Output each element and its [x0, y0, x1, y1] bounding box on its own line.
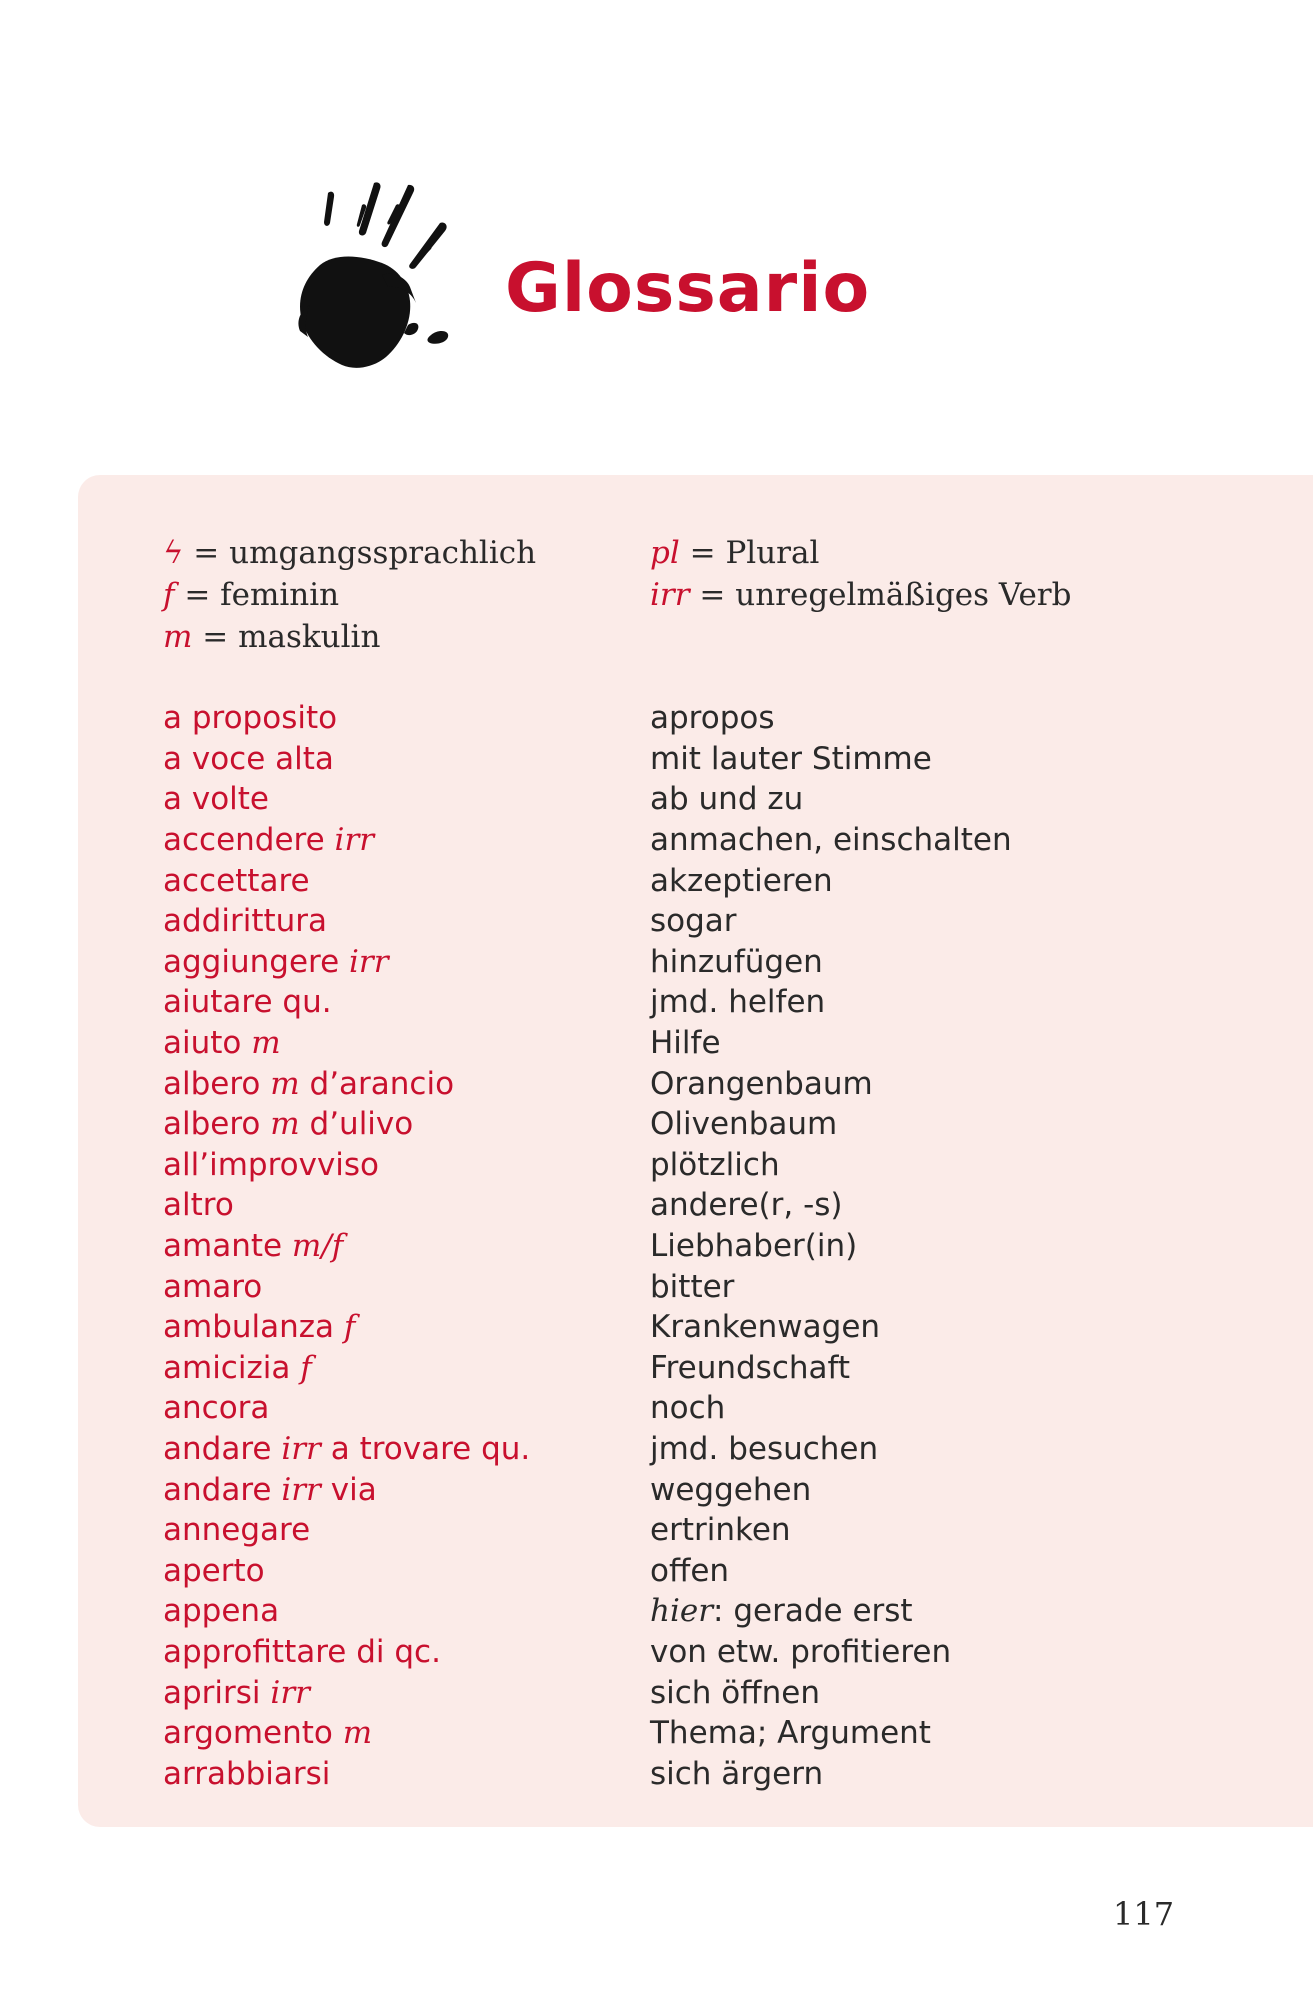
german-translation — [650, 1066, 873, 1102]
grammar-marker: irr — [334, 822, 375, 859]
grammar-marker: m — [251, 1025, 281, 1062]
translation-text: plötzlich — [650, 1146, 780, 1183]
translation-text: bitter — [650, 1268, 735, 1305]
term-text: annegare — [163, 1512, 311, 1549]
grammar-marker: m — [270, 1065, 300, 1102]
italian-term — [163, 1756, 650, 1792]
legend-left — [163, 532, 536, 658]
legend-row — [650, 532, 1071, 574]
italian-term — [163, 1309, 650, 1345]
german-translation — [650, 1106, 837, 1142]
legend-abbreviation: ϟ — [163, 535, 184, 571]
glossary-entry — [163, 1672, 1263, 1713]
grammar-marker: m/f — [291, 1228, 344, 1265]
page-number: 117 — [1113, 1895, 1175, 1933]
italian-term — [163, 1675, 650, 1711]
translation-text: jmd. helfen — [650, 984, 826, 1021]
translation-text: : gerade erst — [713, 1593, 913, 1630]
term-continuation: a trovare qu. — [320, 1430, 531, 1467]
german-translation — [650, 1431, 878, 1467]
grammar-marker: irr — [281, 1430, 321, 1467]
glossary-entry — [163, 1753, 1263, 1794]
translation-text: ertrinken — [650, 1512, 791, 1549]
translation-text: noch — [650, 1390, 726, 1427]
term-text: andare — [163, 1430, 282, 1467]
legend-row — [163, 532, 536, 574]
german-translation — [650, 781, 803, 817]
translation-text: Krankenwagen — [650, 1309, 881, 1346]
german-translation — [650, 944, 823, 980]
german-translation — [650, 1025, 721, 1061]
italian-term — [163, 1593, 650, 1629]
usage-note: hier — [650, 1593, 714, 1630]
german-translation — [650, 1715, 931, 1751]
grammar-marker: irr — [349, 943, 389, 980]
glossary-entry — [163, 1591, 1263, 1632]
italian-term — [163, 1472, 650, 1508]
term-text: albero — [163, 1106, 271, 1143]
legend-abbreviation: pl — [650, 535, 680, 571]
glossary-entry — [163, 860, 1263, 901]
legend-description: = unregelmäßiges Verb — [689, 577, 1072, 613]
term-continuation: d’ulivo — [299, 1106, 414, 1143]
term-text: accettare — [163, 862, 310, 899]
glossary-entry — [163, 1104, 1263, 1145]
term-text: andare — [163, 1471, 282, 1508]
term-text: aiutare qu. — [163, 984, 332, 1021]
german-translation — [650, 984, 825, 1020]
german-translation — [650, 1309, 880, 1345]
term-text: ancora — [163, 1390, 270, 1427]
term-text: accendere — [163, 822, 335, 859]
translation-text: sich ärgern — [650, 1755, 824, 1792]
glossary-entry — [163, 1632, 1263, 1673]
translation-text: von etw. profitieren — [650, 1633, 952, 1670]
translation-text: Hilfe — [650, 1025, 721, 1062]
term-text: a voce alta — [163, 740, 334, 777]
italian-term — [163, 741, 650, 777]
german-translation — [650, 863, 833, 899]
legend-row — [163, 574, 536, 616]
italian-term — [163, 984, 650, 1020]
legend-description: = feminin — [174, 577, 340, 613]
italian-term — [163, 1147, 650, 1183]
term-text: all’improvviso — [163, 1146, 380, 1183]
glossary-list — [163, 698, 1263, 1794]
term-text: amicizia — [163, 1349, 301, 1386]
legend-abbreviation: f — [163, 577, 175, 613]
german-translation — [650, 1512, 791, 1548]
italian-term — [163, 1269, 650, 1305]
term-text: aprirsi — [163, 1674, 271, 1711]
german-translation — [650, 1269, 734, 1305]
german-translation — [650, 1187, 843, 1223]
glossary-entry — [163, 1429, 1263, 1470]
glossary-entry — [163, 942, 1263, 983]
glossary-entry — [163, 1348, 1263, 1389]
term-continuation: via — [320, 1471, 377, 1508]
grammar-marker: f — [343, 1309, 356, 1346]
term-text: aggiungere — [163, 943, 349, 980]
glossary-entry — [163, 1023, 1263, 1064]
term-text: a volte — [163, 781, 270, 818]
german-translation — [650, 903, 737, 939]
page-title: Glossario — [505, 249, 871, 328]
term-text: arrabbiarsi — [163, 1755, 331, 1792]
glossary-entry — [163, 982, 1263, 1023]
glossary-entry — [163, 1307, 1263, 1348]
italian-term — [163, 1187, 650, 1223]
italian-term — [163, 1350, 650, 1386]
legend-description: = umgangssprachlich — [183, 535, 537, 571]
german-translation — [650, 1593, 913, 1629]
german-translation — [650, 700, 775, 736]
italian-term — [163, 1025, 650, 1061]
term-text: altro — [163, 1187, 234, 1224]
german-translation — [650, 741, 932, 777]
glossary-entry — [163, 1145, 1263, 1186]
glossary-entry — [163, 1266, 1263, 1307]
glossary-entry — [163, 901, 1263, 942]
italian-term — [163, 1431, 650, 1467]
translation-text: sich öffnen — [650, 1674, 821, 1711]
glossary-entry — [163, 820, 1263, 861]
german-translation — [650, 1350, 850, 1386]
german-translation — [650, 1553, 729, 1589]
glossary-entry — [163, 1185, 1263, 1226]
german-translation — [650, 822, 1012, 858]
translation-text: ab und zu — [650, 781, 804, 818]
term-text: a proposito — [163, 700, 338, 737]
glossary-entry — [163, 1713, 1263, 1754]
glossary-entry — [163, 698, 1263, 739]
legend-abbreviation: m — [163, 619, 193, 655]
translation-text: weggehen — [650, 1471, 812, 1508]
term-text: amante — [163, 1228, 292, 1265]
german-translation — [650, 1147, 780, 1183]
term-continuation: d’arancio — [299, 1065, 455, 1102]
term-text: albero — [163, 1065, 271, 1102]
glossary-entry — [163, 1469, 1263, 1510]
grammar-marker: m — [270, 1106, 300, 1143]
translation-text: Orangenbaum — [650, 1065, 873, 1102]
translation-text: apropos — [650, 700, 775, 737]
translation-text: anmachen, einschalten — [650, 822, 1012, 859]
translation-text: andere(r, -s) — [650, 1187, 843, 1224]
legend-row — [163, 616, 536, 658]
italian-term — [163, 781, 650, 817]
italian-term — [163, 1512, 650, 1548]
grammar-marker: f — [300, 1349, 312, 1386]
glossary-entry — [163, 1550, 1263, 1591]
term-text: amaro — [163, 1268, 263, 1305]
italian-term — [163, 1066, 650, 1102]
legend-abbreviation: irr — [650, 577, 690, 613]
glossary-entry — [163, 1510, 1263, 1551]
term-text: aperto — [163, 1552, 265, 1589]
glossary-entry — [163, 1063, 1263, 1104]
translation-text: sogar — [650, 903, 737, 940]
term-text: approfittare di qc. — [163, 1633, 441, 1670]
translation-text: Olivenbaum — [650, 1106, 838, 1143]
glossary-entry — [163, 1388, 1263, 1429]
italian-term — [163, 1106, 650, 1142]
translation-text: offen — [650, 1552, 730, 1589]
legend-description: = Plural — [679, 535, 820, 571]
translation-text: Thema; Argument — [650, 1715, 931, 1752]
handprint-icon — [290, 175, 490, 385]
term-text: ambulanza — [163, 1309, 344, 1346]
translation-text: mit lauter Stimme — [650, 740, 932, 777]
translation-text: akzeptieren — [650, 862, 833, 899]
german-translation — [650, 1675, 820, 1711]
grammar-marker: m — [342, 1715, 373, 1752]
italian-term — [163, 822, 650, 858]
italian-term — [163, 944, 650, 980]
legend-row — [650, 574, 1071, 616]
italian-term — [163, 863, 650, 899]
german-translation — [650, 1472, 811, 1508]
german-translation — [650, 1390, 725, 1426]
glossary-entry — [163, 779, 1263, 820]
translation-text: jmd. besuchen — [650, 1430, 879, 1467]
term-text: appena — [163, 1593, 280, 1630]
term-text: aiuto — [163, 1025, 252, 1062]
italian-term — [163, 903, 650, 939]
italian-term — [163, 1715, 650, 1751]
german-translation — [650, 1634, 951, 1670]
glossary-entry — [163, 739, 1263, 780]
translation-text: Freundschaft — [650, 1349, 851, 1386]
term-text: argomento — [163, 1715, 343, 1752]
italian-term — [163, 1390, 650, 1426]
italian-term — [163, 1553, 650, 1589]
translation-text: Liebhaber(in) — [650, 1228, 858, 1265]
italian-term — [163, 700, 650, 736]
grammar-marker: irr — [270, 1674, 310, 1711]
german-translation — [650, 1228, 857, 1264]
grammar-marker: irr — [281, 1471, 321, 1508]
term-text: addirittura — [163, 903, 328, 940]
german-translation — [650, 1756, 823, 1792]
legend-description: = maskulin — [192, 619, 381, 655]
glossary-entry — [163, 1226, 1263, 1267]
italian-term — [163, 1634, 650, 1670]
italian-term — [163, 1228, 650, 1264]
legend-right — [650, 532, 1071, 616]
translation-text: hinzufügen — [650, 943, 823, 980]
